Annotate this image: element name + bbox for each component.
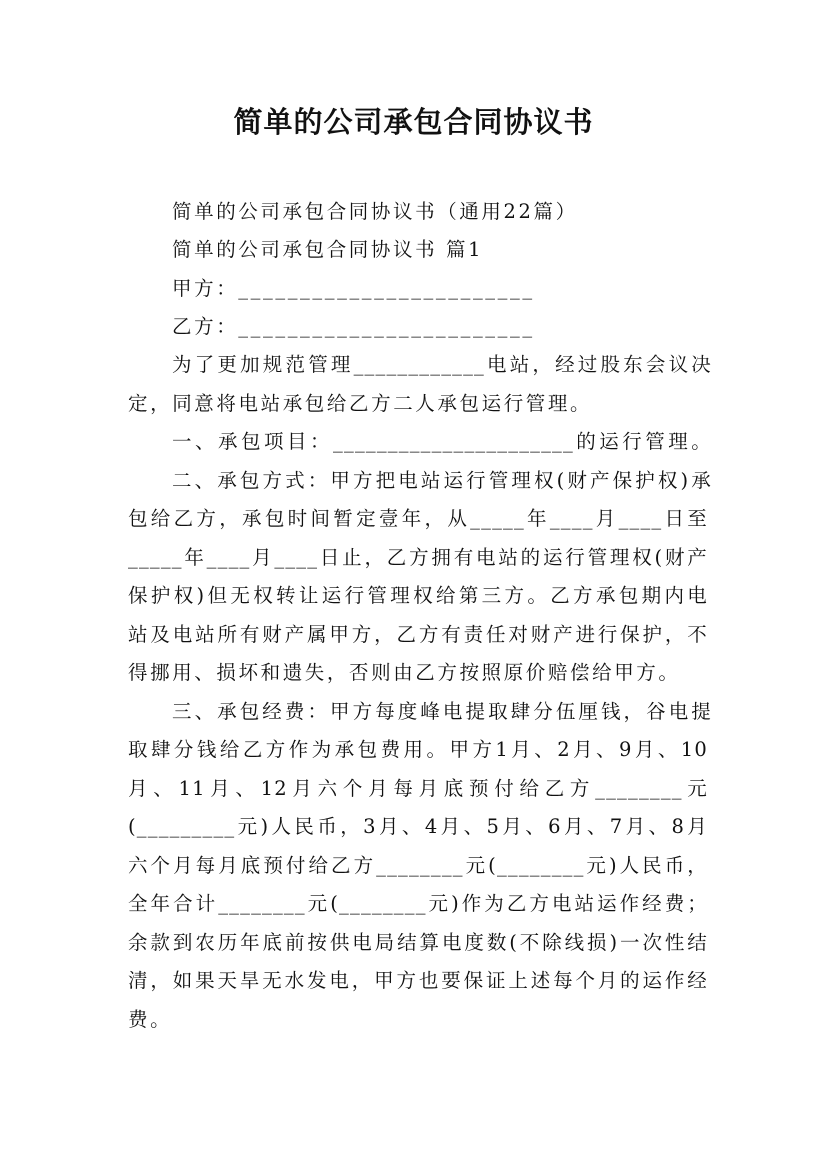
clause-2-line: 二、承包方式：甲方把电站运行管理权(财产保护权)承 — [172, 469, 712, 492]
paragraph-line: 余款到农历年底前按供电局结算电度数(不除线损)一次性结 — [128, 931, 708, 954]
paragraph-line: 定，同意将电站承包给乙方二人承包运行管理。 — [128, 392, 593, 415]
paragraph-line: 清，如果天旱无水发电，甲方也要保证上述每个月的运作经 — [128, 969, 708, 992]
paragraph-line: 为了更加规范管理____________电站，经过股东会议决 — [172, 353, 712, 376]
document-title: 简单的公司承包合同协议书 — [233, 105, 594, 139]
paragraph-line: 保护权)但无权转让运行管理权给第三方。乙方承包期内电 — [128, 584, 708, 607]
party-b-line: 乙方：________________________ — [172, 315, 535, 338]
paragraph-line: 站及电站所有财产属甲方，乙方有责任对财产进行保护，不 — [128, 623, 708, 646]
paragraph-line: 全年合计________元(________元)作为乙方电站运作经费； — [128, 892, 708, 915]
paragraph-line: 月、11月、12月六个月每月底预付给乙方________元 — [128, 777, 708, 800]
paragraph-line: _____年____月____日止，乙方拥有电站的运行管理权(财产 — [128, 546, 708, 569]
paragraph-line: (_________元)人民币，3月、4月、5月、6月、7月、8月 — [128, 815, 708, 838]
paragraph-line: 取肆分钱给乙方作为承包费用。甲方1月、2月、9月、10 — [128, 738, 708, 761]
paragraph-line: 六个月每月底预付给乙方________元(________元)人民币， — [128, 854, 708, 877]
clause-1-line: 一、承包项目：______________________的运行管理。 — [172, 430, 712, 453]
section-heading-line: 简单的公司承包合同协议书 篇1 — [172, 238, 484, 261]
subtitle-line: 简单的公司承包合同协议书（通用22篇） — [172, 200, 578, 223]
paragraph-line: 得挪用、损坏和遗失，否则由乙方按照原价赔偿给甲方。 — [128, 661, 681, 684]
paragraph-line: 包给乙方，承包时间暂定壹年，从_____年____月____日至 — [128, 507, 708, 530]
clause-3-line: 三、承包经费：甲方每度峰电提取肆分伍厘钱，谷电提 — [172, 700, 712, 723]
party-a-line: 甲方：________________________ — [172, 277, 535, 300]
paragraph-line: 费。 — [128, 1008, 173, 1031]
